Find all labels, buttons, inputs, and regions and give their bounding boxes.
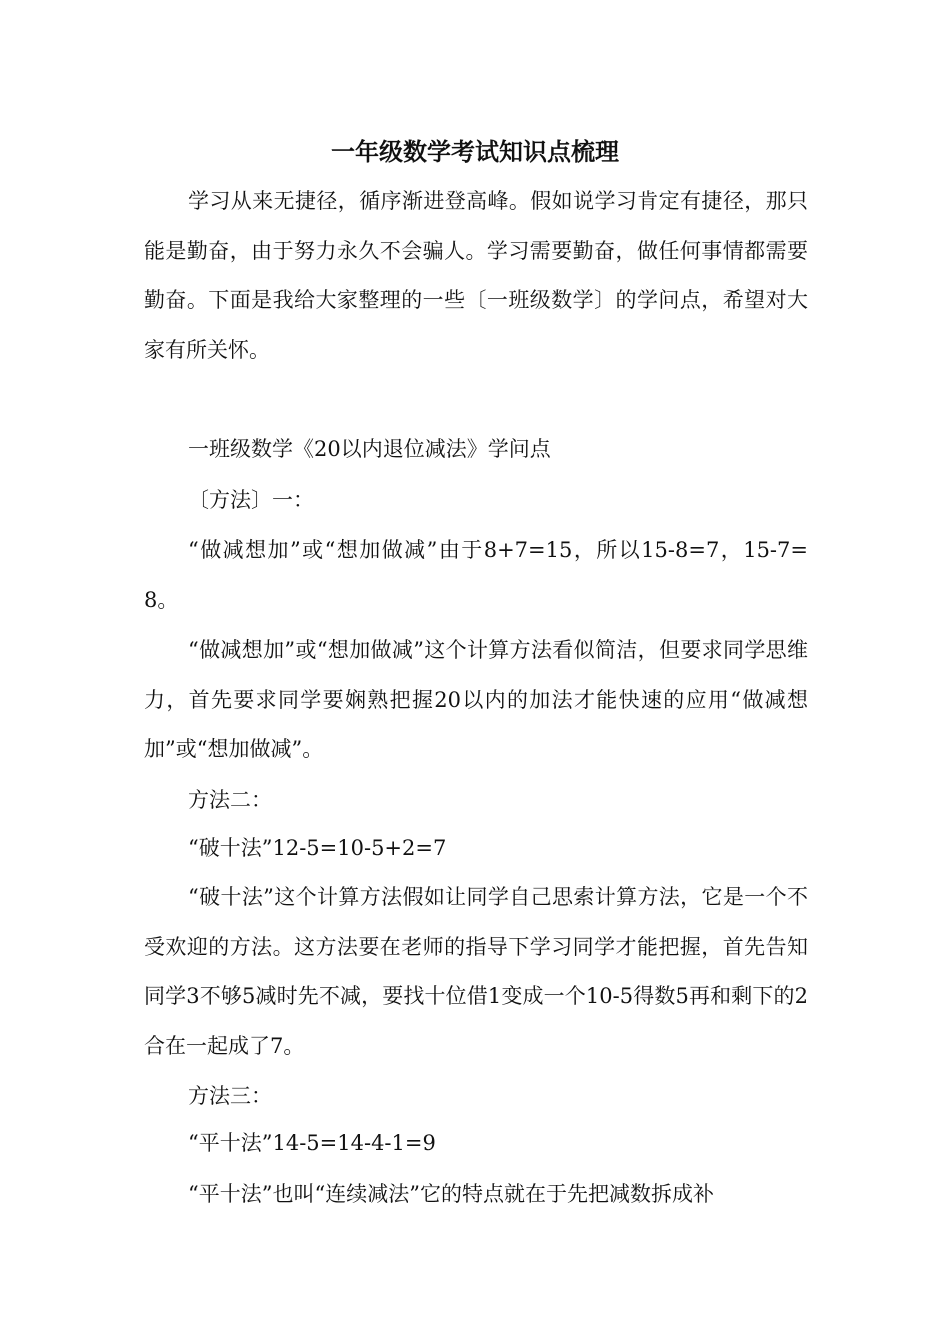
document-title: 一年级数学考试知识点梳理 xyxy=(331,137,619,166)
method2-description: “破十法”这个计算方法假如让同学自己思索计算方法，它是一个不受欢迎的方法。这方法要在老师的指导下学习同学才能把握，首先告知同学3不够5减时先不减，要找十位借1变成一个10-5得数5再和剩下的2合在一起成了7。 xyxy=(144,885,808,1058)
method1-description: “做减想加”或“想加做减”这个计算方法看似简洁，但要求同学思维力，首先要求同学要娴熟把握20以内的加法才能快速的应用“做减想加”或“想加做减”。 xyxy=(144,638,808,761)
method3-example: “平十法”14-5=14-4-1=9 xyxy=(188,1131,436,1155)
method1-example: “做减想加”或“想加做减”由于8+7=15，所以15-8=7，15-7=8。 xyxy=(144,538,808,612)
method2-label: 方法二： xyxy=(188,788,272,812)
method2-example: “破十法”12-5=10-5+2=7 xyxy=(188,836,447,860)
intro-paragraph: 学习从来无捷径，循序渐进登高峰。假如说学习肯定有捷径，那只能是勤奋，由于努力永久不会骗人。学习需要勤奋，做任何事情都需要勤奋。下面是我给大家整理的一些〔一班级数学〕的学问点，希望对大家有所关怀。 xyxy=(144,189,808,362)
method3-description: “平十法”也叫“连续减法”它的特点就在于先把减数拆成补 xyxy=(188,1182,714,1206)
method3-label: 方法三： xyxy=(188,1084,272,1108)
section-heading: 一班级数学《20以内退位减法》学问点 xyxy=(188,437,551,461)
method1-label: 〔方法〕一： xyxy=(188,488,314,512)
